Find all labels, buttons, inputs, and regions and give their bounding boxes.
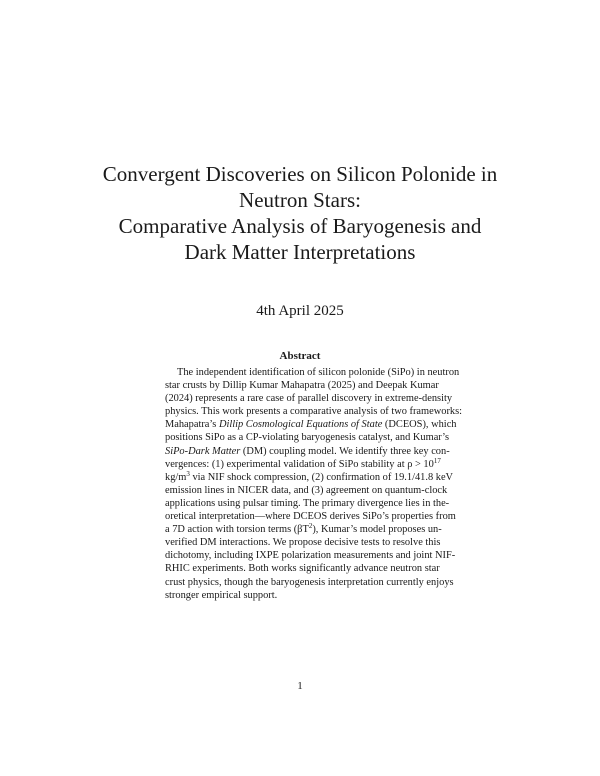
title-line: Dark Matter Interpretations xyxy=(184,240,416,264)
abstract-text-segment: kg/m xyxy=(165,471,187,483)
abstract-text-segment: (DCEOS), which xyxy=(382,419,457,431)
abstract-text-segment: vergences: (1) experimental validation of SiPo stability at ρ > 10 xyxy=(165,458,434,470)
superscript: 17 xyxy=(433,456,441,465)
abstract-line: oretical interpretation—where DCEOS derives SiPo’s properties from xyxy=(165,511,456,523)
page-number: 1 xyxy=(297,680,303,692)
abstract-italic-term: SiPo-Dark Matter xyxy=(165,445,241,457)
title-line: Neutron Stars: xyxy=(239,188,361,212)
abstract-text-segment: a 7D action with torsion terms (βT xyxy=(165,524,309,536)
abstract-text-segment: ), Kumar’s model proposes un- xyxy=(312,524,442,536)
title-line: Convergent Discoveries on Silicon Polonide in xyxy=(102,162,498,186)
abstract-text-segment: (DM) coupling model. We identify three key con- xyxy=(240,445,450,457)
superscript: 2 xyxy=(308,522,313,531)
abstract-heading: Abstract xyxy=(279,350,321,362)
abstract-body xyxy=(165,366,463,602)
abstract-line: physics. This work presents a comparative analysis of two frameworks: xyxy=(165,406,463,418)
abstract-line xyxy=(165,522,442,536)
abstract-line: crust physics, though the baryogenesis interpretation currently enjoys xyxy=(165,576,454,588)
abstract-line: RHIC experiments. Both works significantly advance neutron star xyxy=(165,563,440,575)
abstract-italic-term: Dillip Cosmological Equations of State xyxy=(218,419,383,431)
abstract-line: verified DM interactions. We propose decisive tests to resolve this xyxy=(165,537,441,549)
superscript: 3 xyxy=(186,469,190,478)
abstract-line: dichotomy, including IXPE polarization measurements and joint NIF- xyxy=(165,550,456,562)
abstract-line: emission lines in NICER data, and (3) agreement on quantum-clock xyxy=(165,484,448,496)
abstract-line xyxy=(165,418,457,431)
abstract-line: star crusts by Dillip Kumar Mahapatra (2025) and Deepak Kumar xyxy=(165,380,439,392)
abstract-line xyxy=(165,469,454,484)
abstract-line: (2024) represents a rare case of parallel discovery in extreme-density xyxy=(165,393,453,405)
paper-date: 4th April 2025 xyxy=(256,303,344,319)
abstract-text-segment: via NIF shock compression, (2) confirmation of 19.1/41.8 keV xyxy=(189,471,454,483)
abstract-line: The independent identification of silicon polonide (SiPo) in neutron xyxy=(177,367,460,378)
abstract-line xyxy=(165,456,441,471)
paper-title xyxy=(60,161,540,265)
title-line: Comparative Analysis of Baryogenesis and xyxy=(118,214,482,238)
abstract-line: applications using pulsar timing. The primary divergence lies in the- xyxy=(165,497,450,509)
abstract-line: positions SiPo as a CP-violating baryogenesis catalyst, and Kumar’s xyxy=(165,432,450,444)
abstract-line: stronger empirical support. xyxy=(165,589,278,601)
abstract-text-segment: Mahapatra’s xyxy=(165,419,219,431)
abstract-line xyxy=(165,445,450,458)
